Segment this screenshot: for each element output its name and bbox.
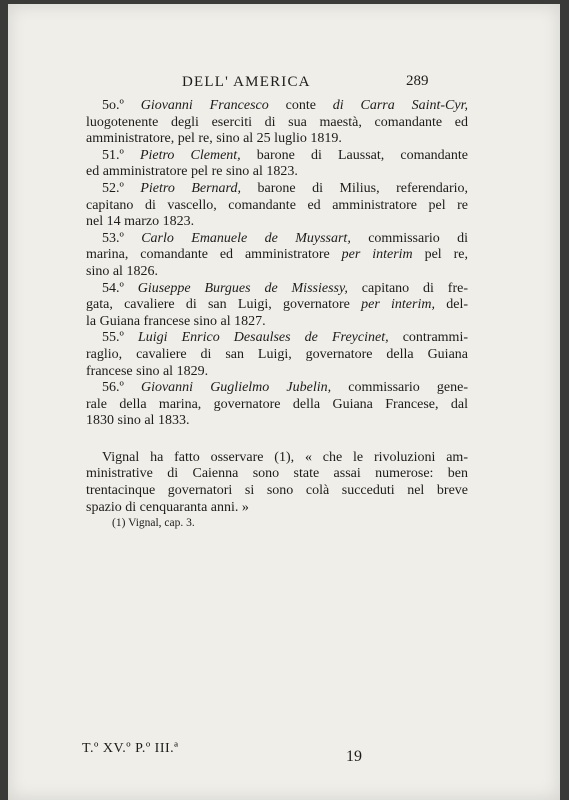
list-item-56 bbox=[86, 380, 468, 430]
person-name: Giuseppe Burgues de Missiessy, bbox=[137, 280, 348, 296]
entry-number: 51.º bbox=[102, 147, 140, 163]
closing-line-4: spazio di cenquaranta anni. » bbox=[86, 499, 249, 515]
entry-text: marina, comandante ed amministratore bbox=[86, 247, 342, 263]
entry-text: conte bbox=[268, 98, 333, 113]
entry-56-line-2: rale della marina, governatore della Guiana Francese, dal bbox=[86, 396, 468, 412]
governor-list bbox=[86, 98, 468, 516]
closing-line-1: Vignal ha fatto osservare (1), « che le rivoluzioni am- bbox=[102, 449, 468, 465]
entry-50-line-3: amministratore, pel re, sino al 25 luglio 1819. bbox=[86, 131, 342, 147]
entry-56-line-3: 1830 sino al 1833. bbox=[86, 413, 190, 429]
entry-text: commissario di bbox=[350, 230, 469, 246]
person-name: Pietro Clement, bbox=[139, 147, 241, 163]
page-number: 289 bbox=[406, 73, 429, 89]
entry-50-line-2: luogotenente degli eserciti di sua maestà, comandante ed bbox=[86, 114, 468, 130]
entry-text: barone di Milius, referendario, bbox=[241, 180, 468, 196]
entry-number: 56.º bbox=[102, 380, 141, 396]
person-name: Giovanni Francesco bbox=[140, 98, 269, 113]
closing-paragraph bbox=[86, 450, 468, 516]
entry-number: 53.º bbox=[102, 230, 142, 246]
entry-number: 5o.º bbox=[102, 98, 141, 113]
entry-56-line-1 bbox=[86, 380, 468, 397]
person-name: Carlo Emanuele de Muyssart, bbox=[141, 230, 351, 246]
list-item-54 bbox=[86, 281, 468, 331]
closing-line-3: trentacinque governatori si sono colà succeduti nel breve bbox=[86, 483, 468, 499]
entry-55-line-1 bbox=[86, 330, 468, 347]
entry-number: 54.º bbox=[102, 280, 138, 296]
list-item-52 bbox=[86, 181, 468, 231]
list-item-50 bbox=[86, 98, 468, 148]
entry-54-line-2 bbox=[86, 297, 468, 314]
footnote: (1) Vignal, cap. 3. bbox=[112, 517, 195, 529]
folio-number: 19 bbox=[346, 748, 362, 765]
list-item-55 bbox=[86, 330, 468, 380]
paragraph-gap bbox=[86, 430, 468, 450]
book-page bbox=[8, 4, 560, 800]
entry-51-line-1 bbox=[86, 148, 468, 165]
running-head-title: DELL' AMERICA bbox=[182, 74, 311, 90]
person-name: Giovanni Guglielmo Jubelin, bbox=[140, 380, 332, 396]
person-name: Pietro Bernard, bbox=[140, 180, 241, 196]
entry-53-line-3: sino al 1826. bbox=[86, 263, 158, 279]
entry-number: 55.º bbox=[102, 330, 138, 346]
entry-number: 52.º bbox=[102, 180, 141, 196]
running-head bbox=[8, 74, 560, 94]
entry-text: gata, cavaliere di san Luigi, governatore bbox=[86, 297, 362, 313]
entry-text: pel re, bbox=[412, 247, 468, 263]
closing-line-2: ministrative di Caienna sono state assai numerose: ben bbox=[86, 466, 468, 482]
entry-52-line-3: nel 14 marzo 1823. bbox=[86, 214, 195, 230]
latin-phrase: per interim bbox=[341, 247, 413, 263]
entry-text: contrammi- bbox=[388, 330, 468, 346]
entry-53-line-1 bbox=[86, 231, 468, 248]
volume-signature: T.º XV.º P.º III.ª bbox=[82, 741, 179, 756]
list-item-51 bbox=[86, 148, 468, 181]
entry-53-line-2 bbox=[86, 247, 468, 264]
entry-text: del- bbox=[434, 297, 468, 313]
entry-text: commissario gene- bbox=[331, 380, 468, 396]
person-name: di Carra Saint-Cyr, bbox=[332, 98, 468, 113]
person-name: Luigi Enrico Desaulses de Freycinet, bbox=[137, 330, 389, 346]
entry-52-line-2: capitano di vascello, comandante ed amministratore pel re bbox=[86, 197, 468, 213]
entry-51-line-2: ed amministratore pel re sino al 1823. bbox=[86, 164, 298, 180]
entry-54-line-3: la Guiana francese sino al 1827. bbox=[86, 313, 266, 329]
entry-55-line-3: francese sino al 1829. bbox=[86, 363, 209, 379]
entry-text: capitano di fre- bbox=[347, 280, 468, 296]
list-item-53 bbox=[86, 231, 468, 281]
entry-text: barone di Laussat, comandante bbox=[240, 147, 468, 163]
latin-phrase: per interim, bbox=[361, 297, 435, 313]
entry-52-line-1 bbox=[86, 181, 468, 198]
entry-55-line-2: raglio, cavaliere di san Luigi, governatore della Guiana bbox=[86, 346, 468, 362]
entry-54-line-1 bbox=[86, 281, 468, 298]
entry-50-line-1 bbox=[86, 98, 468, 115]
